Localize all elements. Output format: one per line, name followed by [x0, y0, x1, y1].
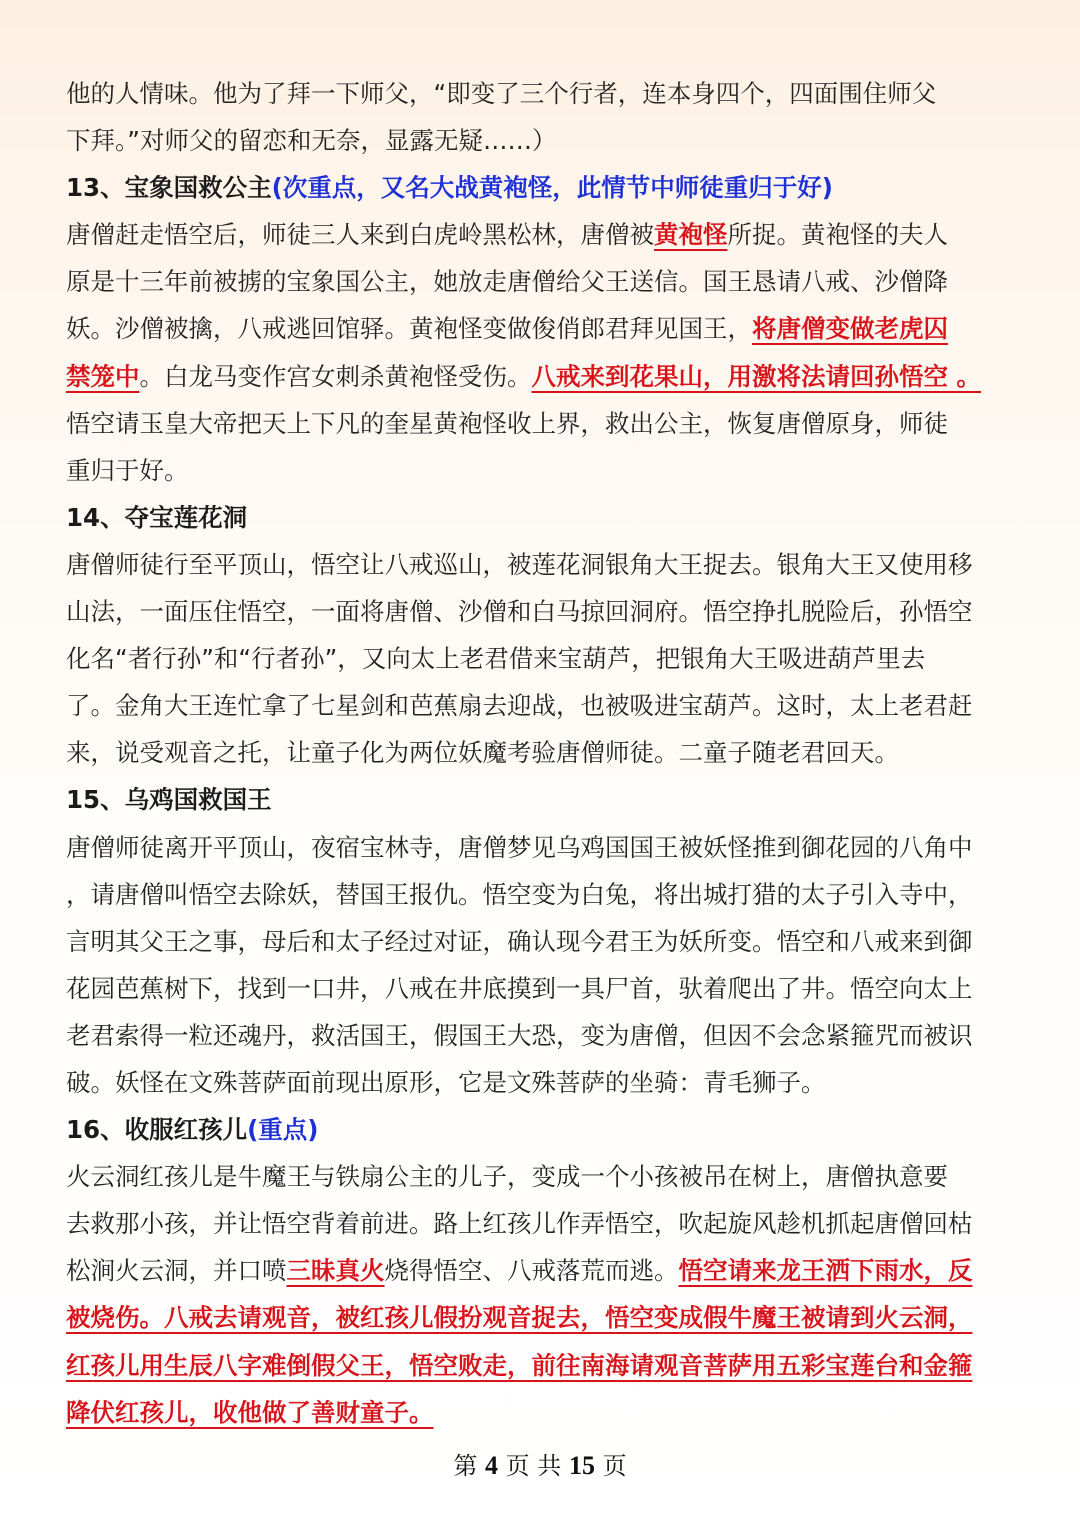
text-line: 去救那小孩，并让悟空背着前进。路上红孩儿作弄悟空，吹起旋风趁机抓起唐僧回枯	[66, 1209, 973, 1239]
highlight-text: 被烧伤。八戒去请观音，被红孩儿假扮观音捉去，悟空变成假牛魔王被请到火云洞，	[66, 1303, 973, 1333]
page-number: 4	[485, 1451, 499, 1480]
highlight-text: 八戒来到花果山，用激将法请回孙悟空 。	[531, 361, 982, 391]
text-line	[66, 1294, 1016, 1341]
text-line: 化名“者行孙”和“行者孙”，又向太上老君借来宝葫芦，把银角大王吸进葫芦里去	[66, 644, 926, 674]
text-span: 烧得悟空、八戒落荒而逃。	[384, 1256, 679, 1286]
text-line	[66, 1342, 1016, 1389]
footer-middle: 页 共	[505, 1452, 562, 1480]
text-line: 来，说受观音之托，让童子化为两位妖魔考验唐僧师徒。二童子随老君回天。	[66, 738, 899, 768]
highlight-text: 三昧真火	[286, 1256, 385, 1286]
page-footer	[0, 1446, 1080, 1481]
text-line	[66, 305, 1016, 352]
highlight-text: 降伏红孩儿，收他做了善财童子。	[66, 1397, 434, 1427]
highlight-text: 将唐僧变做老虎囚	[752, 314, 948, 344]
section-note: (重点)	[247, 1115, 319, 1145]
section-13-heading	[66, 164, 1016, 211]
text-line	[66, 1389, 1016, 1436]
section-title: 16、收服红孩儿	[66, 1115, 248, 1145]
section-16-heading	[66, 1106, 1016, 1153]
section-15-heading: 15、乌鸡国救国王	[66, 785, 272, 815]
section-note: (次重点，又名大战黄袍怪，此情节中师徒重归于好)	[271, 173, 833, 203]
text-line: 唐僧师徒离开平顶山，夜宿宝林寺，唐僧梦见乌鸡国国王被妖怪推到御花园的八角中	[66, 832, 973, 862]
page-total: 15	[568, 1451, 595, 1480]
text-line: 了。金角大王连忙拿了七星剑和芭蕉扇去迎战，也被吸进宝葫芦。这时，太上老君赶	[66, 691, 973, 721]
text-line	[66, 353, 1016, 400]
text-span: 妖。沙僧被擒，八戒逃回馆驿。黄袍怪变做俊俏郎君拜见国王，	[66, 314, 752, 344]
highlight-text: 禁笼中	[66, 361, 140, 391]
text-line: 破。妖怪在文殊菩萨面前现出原形，它是文殊菩萨的坐骑：青毛狮子。	[66, 1067, 826, 1097]
text-span: 。白龙马变作宫女刺杀黄袍怪受伤。	[139, 361, 532, 391]
text-line: ，请唐僧叫悟空去除妖，替国王报仇。悟空变为白兔，将出城打猎的太子引入寺中，	[66, 879, 973, 909]
text-line: 火云洞红孩儿是牛魔王与铁扇公主的儿子，变成一个小孩被吊在树上，唐僧执意要	[66, 1162, 948, 1192]
text-line: 重归于好。	[66, 455, 189, 485]
text-line: 下拜。”对师父的留恋和无奈，显露无疑……）	[66, 126, 557, 156]
text-line: 原是十三年前被掳的宝象国公主，她放走唐僧给父王送信。国王恳请八戒、沙僧降	[66, 267, 948, 297]
text-line: 花园芭蕉树下，找到一口井，八戒在井底摸到一具尸首，驮着爬出了井。悟空向太上	[66, 973, 973, 1003]
section-title: 13、宝象国救公主	[66, 173, 272, 203]
highlight-text: 悟空请来龙王洒下雨水，反	[678, 1256, 973, 1286]
page-content	[66, 70, 1016, 1436]
footer-prefix: 第	[453, 1452, 478, 1480]
text-span: 所捉。黄袍怪的夫人	[727, 220, 948, 250]
text-span: 松涧火云洞，并口喷	[66, 1256, 287, 1286]
footer-suffix: 页	[602, 1452, 627, 1480]
text-line	[66, 211, 1016, 258]
highlight-text: 黄袍怪	[654, 220, 728, 250]
text-line	[66, 1247, 1016, 1294]
text-line: 言明其父王之事，母后和太子经过对证，确认现今君王为妖所变。悟空和八戒来到御	[66, 926, 973, 956]
text-line: 唐僧师徒行至平顶山，悟空让八戒巡山，被莲花洞银角大王捉去。银角大王又使用移	[66, 549, 973, 579]
highlight-text: 红孩儿用生辰八字难倒假父王，悟空败走，前往南海请观音菩萨用五彩宝莲台和金箍	[66, 1350, 973, 1380]
text-line: 他的人情味。他为了拜一下师父，“即变了三个行者，连本身四个，四面围住师父	[66, 79, 937, 108]
text-line: 老君索得一粒还魂丹，救活国王，假国王大恐，变为唐僧，但因不会念紧箍咒而被识	[66, 1020, 973, 1050]
section-14-heading: 14、夺宝莲花洞	[66, 502, 248, 532]
text-line: 山法，一面压住悟空，一面将唐僧、沙僧和白马掠回洞府。悟空挣扎脱险后，孙悟空	[66, 597, 973, 627]
text-line: 悟空请玉皇大帝把天上下凡的奎星黄袍怪收上界，救出公主，恢复唐僧原身，师徒	[66, 408, 948, 438]
text-span: 唐僧赶走悟空后，师徒三人来到白虎岭黑松林，唐僧被	[66, 220, 654, 250]
